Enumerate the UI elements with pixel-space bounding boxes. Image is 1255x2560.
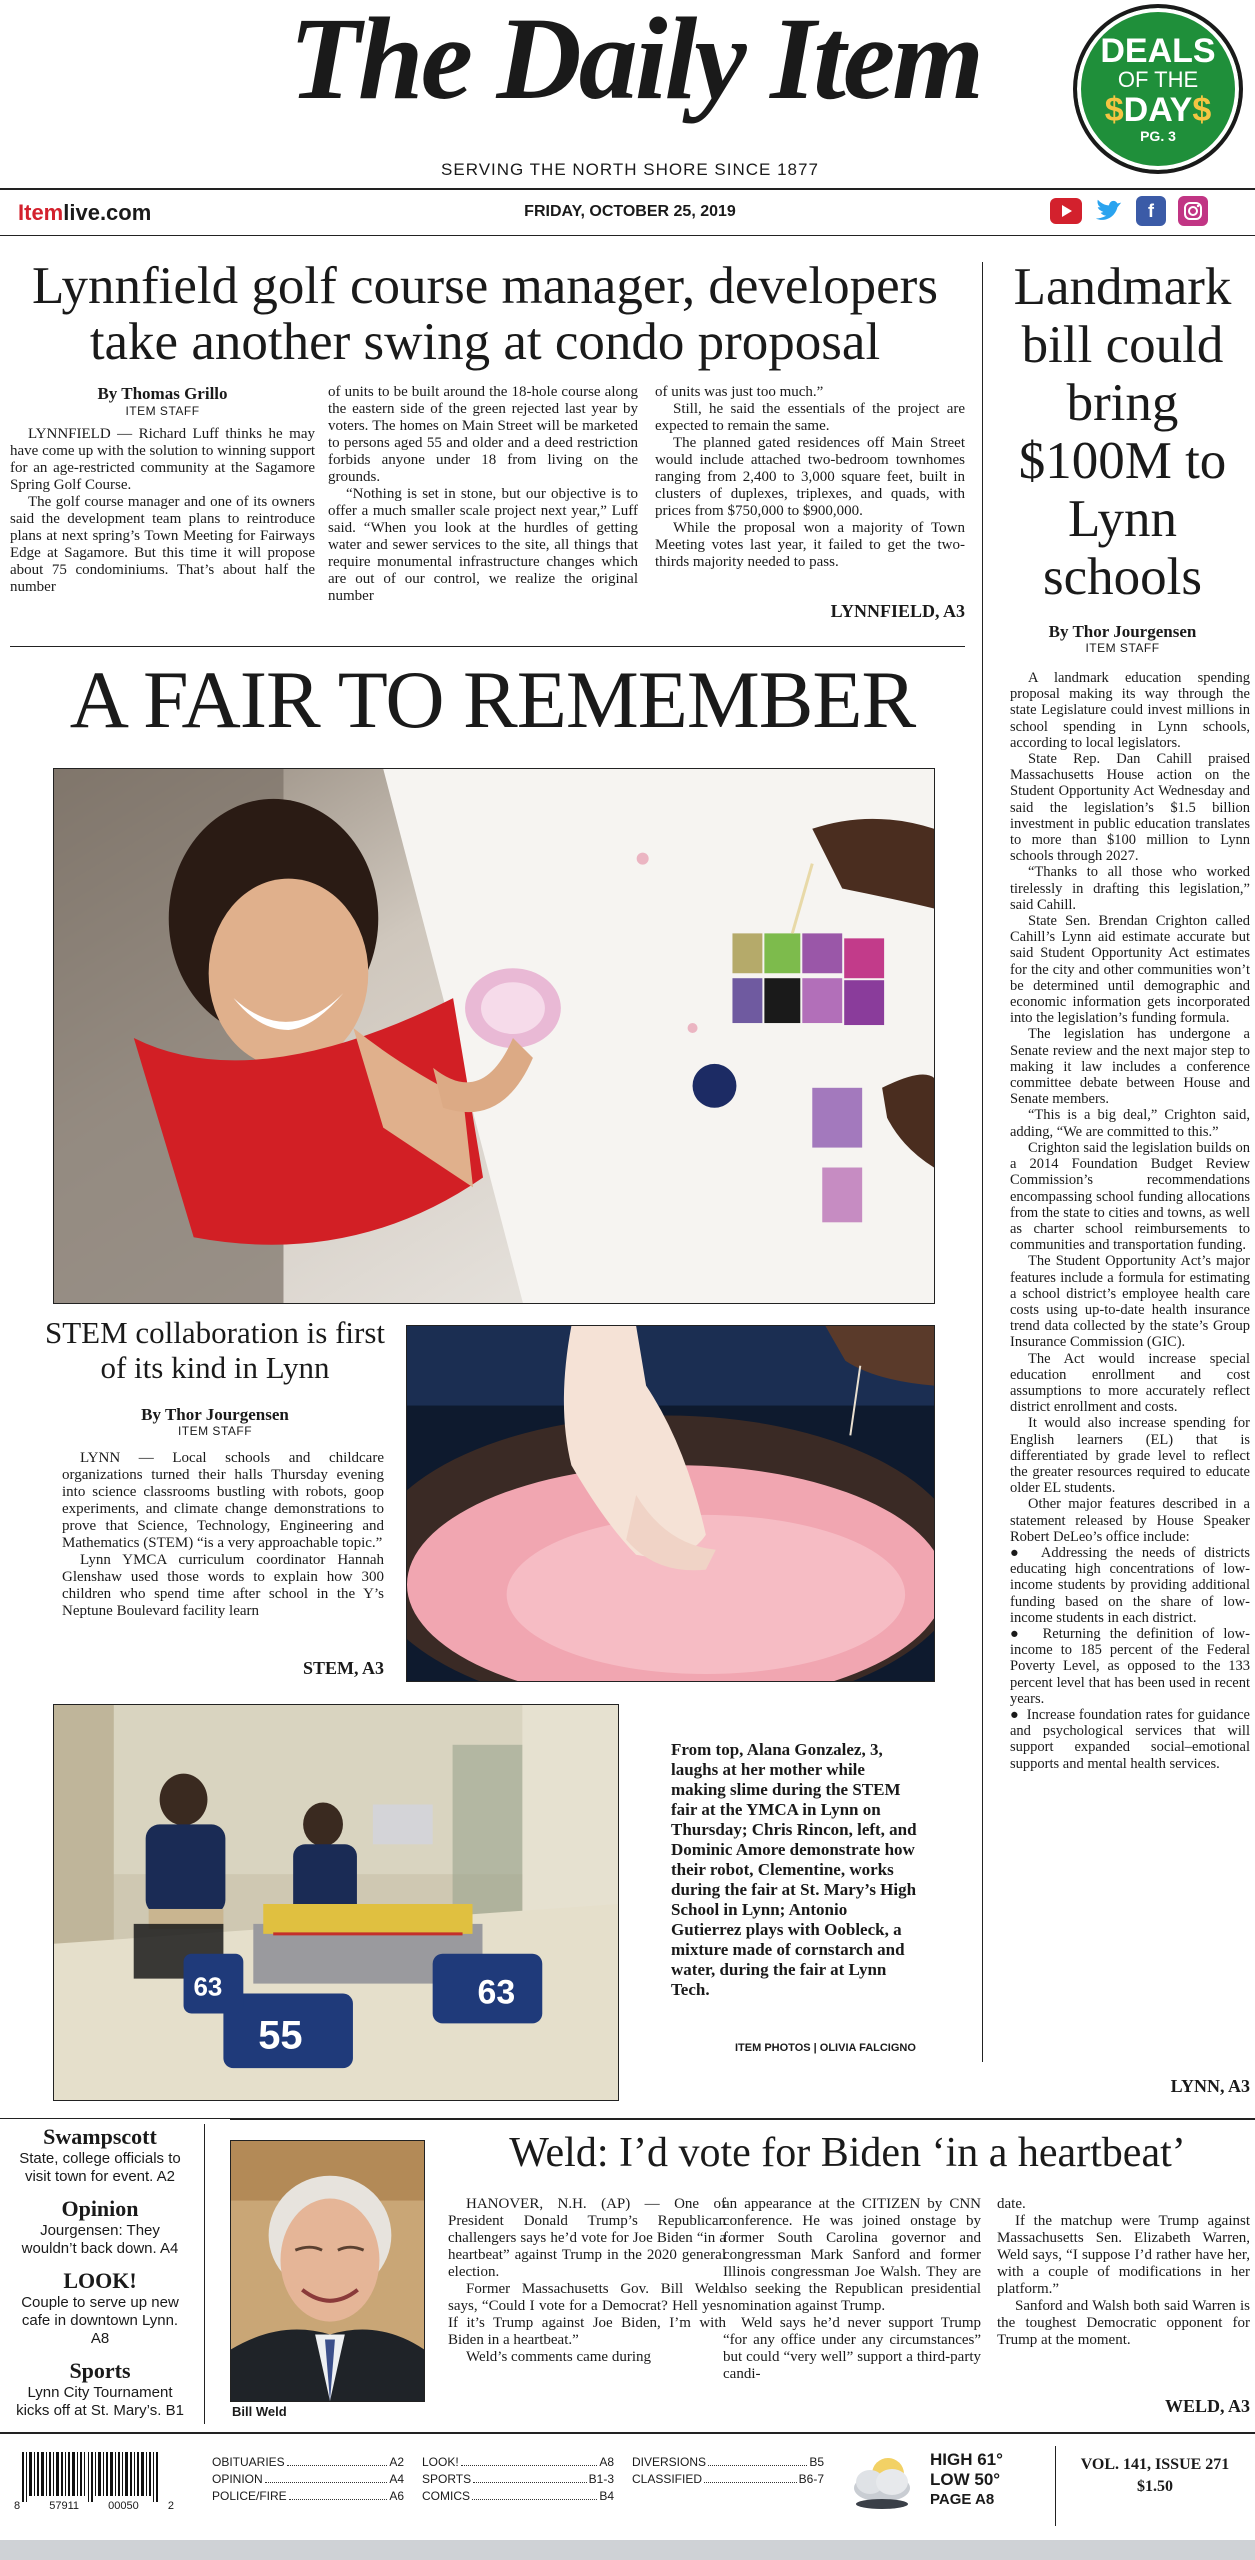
price: $1.50 — [1137, 2478, 1173, 2495]
teaser-text: State, college officials to visit town for event. A2 — [19, 2150, 181, 2185]
teaser-title: Swampscott — [43, 2124, 157, 2149]
paragraph: State Sen. Brendan Crighton called Cahill’s Lynn aid estimate accurate but said Student Opportunity Act estimates for the city and other communities won’t be determined until demographic and economic information gets incorporated into the legislation’s funding formula. — [1010, 913, 1250, 1027]
lead-col3 — [655, 384, 965, 571]
stem-headline[interactable]: STEM collaboration is first of its kind in Lynn — [44, 1315, 386, 1385]
paragraph: LYNN — Local schools and childcare organizations turned their halls Thursday evening into science classrooms bustling with robots, goop experiments, and climate change demonstrations to prove that Science, Technology, Engineering and Mathematics (STEM) “is a very approachable topic.” — [62, 1450, 384, 1551]
right-body — [1010, 670, 1250, 1772]
paragraph: If the matchup were Trump against Massachusetts Sen. Elizabeth Warren, Weld says, “I suppose I’d rather have her, with a couple of modifications in her platform.” — [997, 2213, 1250, 2297]
paragraph: date. — [997, 2196, 1026, 2212]
paragraph: Lynn YMCA curriculum coordinator Hannah Glenshaw used those words to explain how 300 children who spend time after school in the Y’s Neptune Boulevard facility learn — [62, 1552, 384, 1619]
barcode-digit-left: 8 — [14, 2500, 21, 2512]
paragraph: of units was just too much.” — [655, 384, 824, 400]
weld-jump[interactable]: WELD, A3 — [1164, 2396, 1250, 2416]
deals-line1: DEALS — [1100, 32, 1216, 70]
teaser-text: Couple to serve up new cafe in downtown Lynn. A8 — [21, 2294, 179, 2347]
paragraph: The Act would increase special education enrollment and cost assumptions to more accurately reflect district enrollment and costs. — [1010, 1350, 1250, 1416]
teaser-item[interactable] — [0, 2268, 200, 2348]
list-item: ● Addressing the needs of districts educating high concentrations of low-income students by providing additional funding based on the share of low-income students in each district. — [1010, 1544, 1250, 1626]
weld-col1 — [448, 2196, 726, 2366]
teaser-item[interactable] — [0, 2124, 200, 2186]
index-col2 — [422, 2454, 614, 2505]
weather-block[interactable] — [930, 2450, 1050, 2510]
paragraph: LYNNFIELD — Richard Luff thinks he may have come up with the solution to winning support for an age-restricted community at the Sagamore Spring Golf Course. — [10, 426, 315, 493]
dollar-sign-icon: $ — [1104, 91, 1124, 129]
paragraph: The golf course manager and one of its owners said the development team plans to reintroduce plans at next spring’s Town Meeting for Fairways Edge at Sagamore. But this time it will propose about 75 condominiums. That’s about half the number — [10, 494, 315, 595]
weather-high: HIGH 61° — [930, 2450, 1003, 2469]
index-row[interactable]: LOOK! A8 — [422, 2455, 614, 2469]
paragraph: While the proposal won a majority of Town Meeting votes last year, it failed to get the two-thirds majority needed to pass. — [655, 520, 965, 570]
photo-oobleck — [406, 1325, 935, 1682]
photo-bill-weld — [230, 2140, 425, 2402]
paragraph: an appearance at the CITIZEN by CNN conference. He was joined onstage by former South Carolina governor and congressman Mark Sanford and former Illinois congressman Joe Walsh. They are also seeking the Republican presidential nomination against Trump. — [723, 2196, 981, 2314]
right-byline: By Thor Jourgensen — [1048, 622, 1197, 641]
stem-staff: ITEM STAFF — [177, 1424, 253, 1438]
paragraph: It would also increase spending for English learners (EL) that is differentiated by grade level to reflect the greater resources required to educate older EL students. — [1010, 1415, 1250, 1497]
index-row[interactable]: COMICS B4 — [422, 2489, 614, 2503]
robot-number: 63 — [477, 1973, 516, 2012]
robot-number: 63 — [193, 1973, 223, 2002]
paragraph: Sanford and Walsh both said Warren is the toughest Democratic opponent for Trump at the moment. — [997, 2298, 1250, 2348]
index-col1 — [212, 2454, 404, 2505]
lead-byline-block — [10, 384, 315, 596]
index-row[interactable]: OPINION A4 — [212, 2472, 404, 2486]
teaser-title: LOOK! — [63, 2268, 137, 2293]
lead-headline[interactable]: Lynnfield golf course manager, developers take another swing at condo proposal — [32, 257, 938, 371]
paragraph: HANOVER, N.H. (AP) — One of President Donald Trump’s Republican challengers says he’d vote for Joe Biden “in a heartbeat” against Trump in the 2020 general election. — [448, 2196, 726, 2280]
site-link-part2: live.com — [63, 200, 152, 225]
bullet-icon: ● — [1010, 1544, 1041, 1561]
index-col3 — [632, 2454, 824, 2488]
facebook-icon[interactable]: f — [1136, 196, 1166, 226]
masthead-tagline: SERVING THE NORTH SHORE SINCE 1877 — [441, 160, 819, 179]
weld-col3 — [997, 2196, 1250, 2349]
deals-of-the-day-badge[interactable] — [1073, 4, 1243, 174]
paragraph: Weld says he’d never support Trump “for any office under any circumstances” but could “very well” support a third-party candi- — [723, 2315, 981, 2382]
volume-block — [1060, 2456, 1250, 2496]
paragraph: Crighton said the legislation builds on a 2014 Foundation Budget Review Commission’s recommendations encompassing school funding allocations from the state to cities and towns, as well as charter school reimbursements to communities and transportation funding. — [1010, 1139, 1250, 1254]
paragraph: of units to be built around the 18-hole course along the eastern side of the green rejected last year by voters. The homes on Main Street will be marketed to persons aged 55 and older and a deed restriction forbids anyone under 18 from living on the grounds. — [328, 384, 638, 485]
paragraph: Former Massachusetts Gov. Bill Weld says, “Could I vote for a Democrat? Hell yes. If it’s Trump against Joe Biden, I’m with Biden in a heartbeat.” — [448, 2281, 726, 2348]
bullet-icon: ● — [1010, 1707, 1027, 1723]
nav-strip — [0, 190, 1255, 236]
masthead — [0, 0, 1255, 185]
site-link-part1: Item — [18, 200, 64, 225]
deals-line3: DAY — [1123, 91, 1193, 129]
list-item: ● Returning the definition of low-income to 185 percent of the Federal Poverty Level, as opposed to the 133 percent level that has been used in recent years. — [1010, 1625, 1250, 1707]
instagram-icon[interactable] — [1178, 196, 1208, 226]
barcode-digits-mid2: 00050 — [108, 2500, 139, 2512]
barcode-digits-mid1: 57911 — [49, 2500, 80, 2512]
teaser-text: Lynn City Tournament kicks off at St. Mary’s. B1 — [16, 2384, 184, 2419]
right-jump[interactable]: LYNN, A3 — [1170, 2076, 1250, 2096]
weld-photo-caption: Bill Weld — [232, 2404, 287, 2419]
paragraph: “Nothing is set in stone, but our objective is to offer a much smaller scale project next year,” Luff said. “When you look at the hurdles of getting water and sewer services to the site, all things that require monumental infrastructure changes which are out of our control, we realize the original number — [328, 486, 638, 604]
paragraph: “Thanks to all those who worked tirelessly in drafting this legislation,” said Cahill. — [1010, 864, 1250, 913]
footer-bar — [0, 2436, 1255, 2540]
index-row[interactable]: OBITUARIES A2 — [212, 2455, 404, 2469]
paragraph: Other major features described in a statement released by House Speaker Robert DeLeo’s office include: — [1010, 1496, 1250, 1545]
lead-col2 — [328, 384, 638, 605]
paragraph: The planned gated residences off Main Street would include attached two-bedroom townhomes ranging from 2,400 to 3,000 square feet, built in clusters of duplexes, triplexes, and quads, with prices from $750,000 to $900,000. — [655, 435, 965, 519]
masthead-title: The Daily Item — [288, 0, 982, 124]
teaser-text: Jourgensen: They wouldn’t back down. A4 — [21, 2222, 179, 2257]
teaser-item[interactable] — [0, 2358, 200, 2420]
issue-date: FRIDAY, OCTOBER 25, 2019 — [524, 203, 736, 220]
bullet-list — [1010, 1545, 1250, 1772]
youtube-icon[interactable] — [1050, 198, 1082, 224]
index-row[interactable]: SPORTS B1-3 — [422, 2472, 614, 2486]
paragraph: The legislation has undergone a Senate review and the next major step to making it law includes a conference committee debate between House and Senate members. — [1010, 1026, 1250, 1108]
paragraph: Still, he said the essentials of the project are expected to remain the same. — [655, 401, 965, 434]
feature-headline[interactable]: A FAIR TO REMEMBER — [69, 654, 916, 745]
photo-credit: ITEM PHOTOS | OLIVIA FALCIGNO — [735, 2042, 916, 2054]
teaser-title: Opinion — [61, 2196, 139, 2221]
paragraph: The Student Opportunity Act’s major features include a formula for estimating a school district’s employee health care costs using up-to-date health insurance trend data collected by the state’s Group Insurance Commission (GIC). — [1010, 1253, 1250, 1351]
bottom-band — [0, 2540, 1255, 2560]
feature-caption: From top, Alana Gonzalez, 3, laughs at her mother while making slime during the STEM fair at the YMCA in Lynn on Thursday; Chris Rincon, left, and Dominic Amore demonstrate how their robot, Clementine, works during the fair at St. Mary’s High School in Lynn; Antonio Gutierrez plays with Oobleck, a mixture made of cornstarch and water, during the fair at Lynn Tech. — [671, 1740, 917, 1999]
dollar-sign-icon: $ — [1192, 91, 1212, 129]
stem-body — [62, 1450, 384, 1620]
social-icons — [1050, 196, 1208, 226]
right-staff: ITEM STAFF — [1085, 641, 1160, 655]
lead-staff: ITEM STAFF — [125, 404, 200, 418]
weld-headline[interactable]: Weld: I’d vote for Biden ‘in a heartbeat’ — [509, 2130, 1186, 2176]
right-headline[interactable]: Landmark bill could bring $100M to Lynn schools — [1013, 258, 1232, 606]
twitter-icon[interactable] — [1094, 196, 1124, 226]
list-item: ● Increase foundation rates for guidance and psychological services that will support expanded social–emotional supports and mental health services. — [1010, 1707, 1250, 1772]
stem-jump[interactable]: STEM, A3 — [302, 1658, 384, 1678]
paragraph: “This is a big deal,” Crighton said, adding, “We are committed to this.” — [1010, 1107, 1250, 1140]
lead-col1 — [10, 426, 315, 596]
weather-low: LOW 50° — [930, 2470, 1001, 2489]
weather-cloud-icon — [848, 2452, 920, 2516]
bullet-icon: ● — [1010, 1625, 1043, 1642]
teaser-title: Sports — [69, 2358, 131, 2383]
paragraph: A landmark education spending proposal making its way through the state Legislature could invest millions in school spending in Lynn schools, according to local legislators. — [1010, 670, 1250, 751]
photo-girl-slime — [53, 768, 935, 1304]
lead-jump[interactable]: LYNNFIELD, A3 — [830, 601, 965, 621]
barcode — [14, 2452, 174, 2512]
index-row[interactable]: POLICE/FIRE A6 — [212, 2489, 404, 2503]
paragraph: State Rep. Dan Cahill praised Massachusetts House action on the Student Opportunity Act Wednesday and said the legislation’s $1.5 billion investment in public education translates to more than $100 million to Lynn schools through 2027. — [1010, 751, 1250, 865]
paragraph: Weld’s comments came during — [466, 2349, 651, 2365]
lead-byline: By Thomas Grillo — [97, 384, 228, 403]
stem-byline: By Thor Jourgensen — [141, 1405, 289, 1424]
index-row[interactable]: DIVERSIONS B5 — [632, 2455, 824, 2469]
robot-number: 55 — [258, 2013, 303, 2058]
barcode-digit-right: 2 — [167, 2500, 174, 2512]
volume-issue: VOL. 141, ISSUE 271 — [1080, 2456, 1230, 2473]
site-link[interactable] — [18, 200, 151, 226]
weld-col2 — [723, 2196, 981, 2383]
photo-robot — [53, 1704, 619, 2101]
deals-line2: OF THE — [1117, 67, 1199, 92]
teaser-item[interactable] — [0, 2196, 200, 2258]
deals-page: PG. 3 — [1140, 128, 1176, 144]
index-row[interactable]: CLASSIFIED B6-7 — [632, 2472, 824, 2486]
weather-page: PAGE A8 — [930, 2491, 995, 2508]
teaser-sidebar — [0, 2124, 200, 2420]
